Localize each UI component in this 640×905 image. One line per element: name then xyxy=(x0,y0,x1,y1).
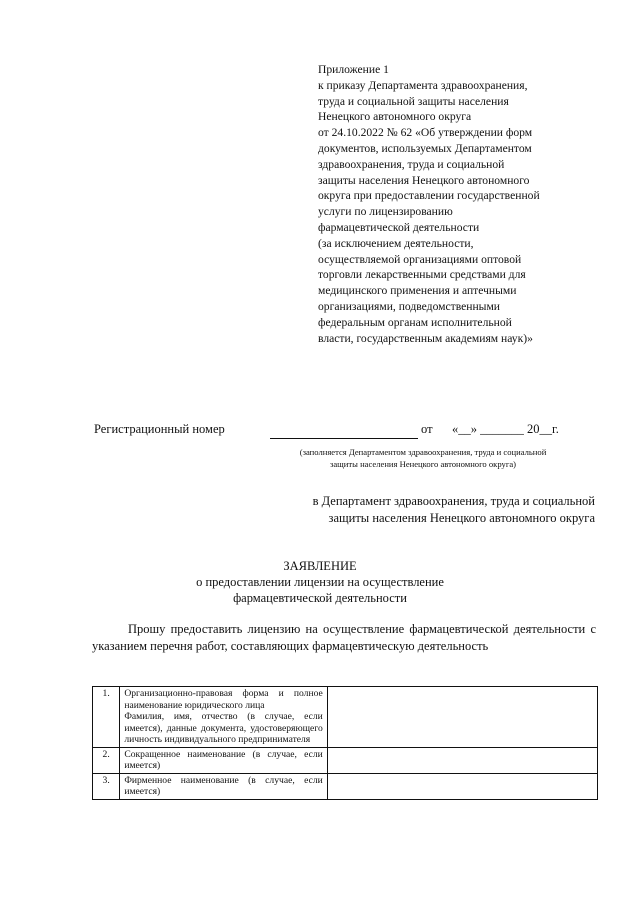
registration-row xyxy=(0,422,640,440)
appendix-line: федеральным органам исполнительной xyxy=(318,315,512,329)
registration-number-label: Регистрационный номер xyxy=(94,422,225,436)
appendix-line: услуги по лицензированию xyxy=(318,205,453,219)
appendix-line: (за исключением деятельности, xyxy=(318,236,474,250)
appendix-line: медицинского применения и аптечными xyxy=(318,284,517,298)
appendix-line: здравоохранения, труда и социальной xyxy=(318,157,505,171)
appendix-line: Ненецкого автономного округа xyxy=(318,110,472,124)
appendix-line: труда и социальной защиты населения xyxy=(318,94,509,108)
addressee xyxy=(250,493,595,527)
row-value-field[interactable] xyxy=(327,773,597,799)
appendix-line: власти, государственным академиям наук)» xyxy=(318,331,533,345)
row-number: 2. xyxy=(93,747,120,773)
registration-from-label: от xyxy=(421,422,433,436)
appendix-line: торговли лекарственными средствами для xyxy=(318,268,526,282)
addressee-line: в Департамент здравоохранения, труда и социальной xyxy=(312,494,595,508)
row-label-part: Организационно-правовая форма и полное наименование юридического лица xyxy=(124,688,323,711)
appendix-line: организациями, подведомственными xyxy=(318,299,500,313)
addressee-line: защиты населения Ненецкого автономного округа xyxy=(328,511,595,525)
appendix-header xyxy=(318,62,604,346)
document-subtitle-line: о предоставлении лицензии на осуществление xyxy=(196,575,444,589)
appendix-line: к приказу Департамента здравоохранения, xyxy=(318,78,528,92)
row-label-part: Фамилия, имя, отчество (в случае, если имеется), данные документа, удостоверяющего личность индивидуального предпринимателя xyxy=(124,711,323,745)
registration-note xyxy=(258,447,588,470)
row-label xyxy=(120,773,327,799)
row-label-part: Сокращенное наименование (в случае, если имеется) xyxy=(124,748,323,771)
appendix-line: фармацевтической деятельности xyxy=(318,220,480,234)
registration-date-field[interactable]: «__» _______ 20__г. xyxy=(452,422,559,436)
registration-number-field[interactable] xyxy=(270,438,418,439)
request-paragraph: Прошу предоставить лицензию на осуществление фармацевтической деятельности с указанием перечня работ, составляющих фармацевтическую деятельность xyxy=(92,622,596,653)
table-row xyxy=(93,747,598,773)
registration-note-line: защиты населения Ненецкого автономного округа) xyxy=(329,458,517,469)
appendix-line: защиты населения Ненецкого автономного xyxy=(318,173,530,187)
appendix-line: осуществляемой организациями оптовой xyxy=(318,252,522,266)
table-row xyxy=(93,687,598,748)
appendix-line: Приложение 1 xyxy=(318,63,389,76)
document-title xyxy=(0,558,640,606)
row-label xyxy=(120,747,327,773)
row-number: 1. xyxy=(93,687,120,748)
application-form-table xyxy=(92,686,598,800)
appendix-line: округа при предоставлении государственной xyxy=(318,189,540,203)
table-row xyxy=(93,773,598,799)
registration-note-line: (заполняется Департаментом здравоохранения, труда и социальной xyxy=(299,447,547,457)
document-heading: ЗАЯВЛЕНИЕ xyxy=(283,559,357,573)
row-label xyxy=(120,687,327,748)
row-value-field[interactable] xyxy=(327,747,597,773)
document-subtitle-line: фармацевтической деятельности xyxy=(233,591,407,605)
appendix-line: от 24.10.2022 № 62 «Об утверждении форм xyxy=(318,126,533,140)
appendix-line: документов, используемых Департаментом xyxy=(318,141,532,155)
row-number: 3. xyxy=(93,773,120,799)
row-label-part: Фирменное наименование (в случае, если имеется) xyxy=(124,774,323,797)
row-value-field[interactable] xyxy=(327,687,597,748)
